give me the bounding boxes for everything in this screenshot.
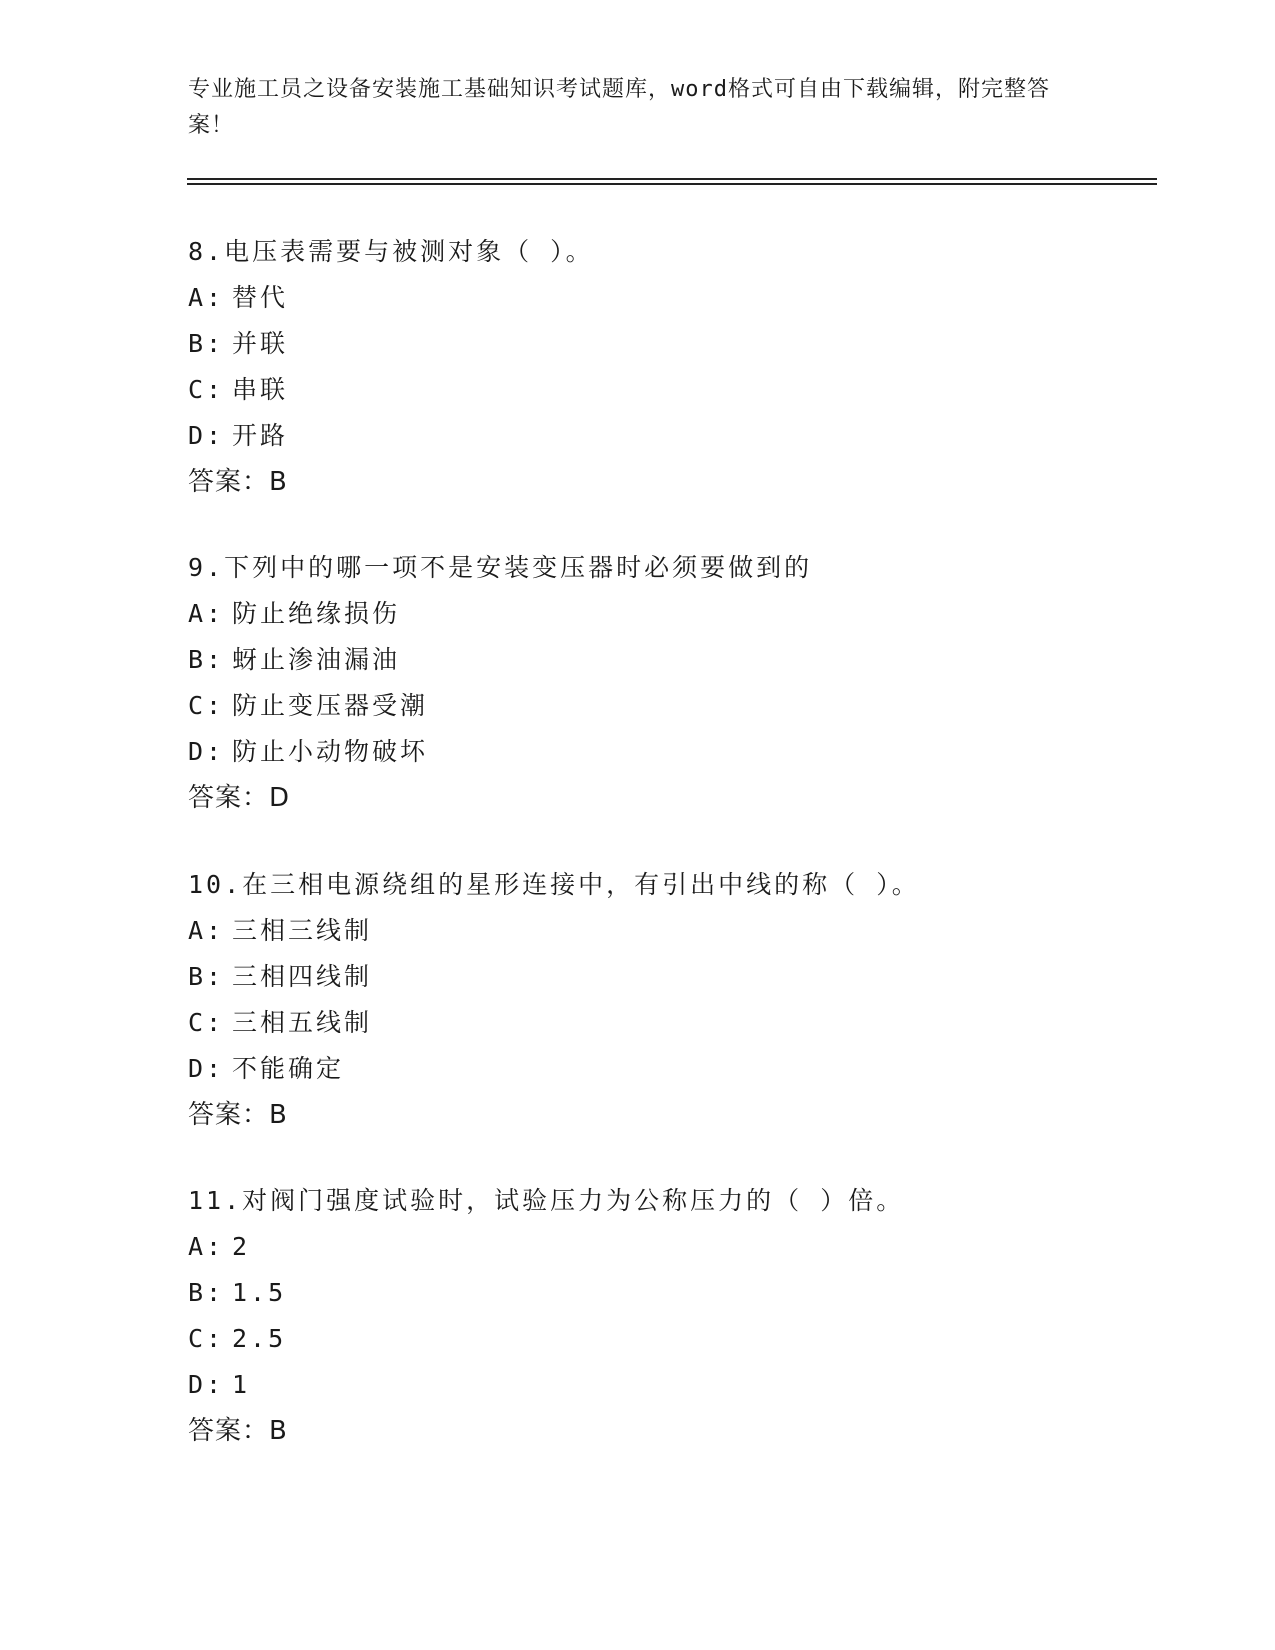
question-stem: 10.在三相电源绕组的星形连接中，有引出中线的称（ ）。 <box>188 870 920 899</box>
header-divider-top <box>187 178 1157 180</box>
question-stem: 8.电压表需要与被测对象（ ）。 <box>188 237 594 266</box>
header-title: 专业施工员之设备安装施工基础知识考试题库，word格式可自由下载编辑，附完整答案！ <box>188 77 1050 138</box>
option-text: 替代 <box>232 283 289 312</box>
option-text: 不能确定 <box>232 1054 345 1083</box>
option-letter: A: <box>188 599 225 628</box>
option-text: 防止小动物破坏 <box>232 737 429 766</box>
option-c <box>188 1000 1168 1046</box>
option-text: 1 <box>232 1370 251 1399</box>
option-text: 开路 <box>232 421 289 450</box>
option-letter: B: <box>188 329 225 358</box>
option-text: 三相四线制 <box>232 962 373 991</box>
option-d <box>188 1362 1168 1408</box>
question-9 <box>188 545 1168 821</box>
option-a <box>188 908 1168 954</box>
question-stem: 9.下列中的哪一项不是安装变压器时必须要做到的 <box>188 553 813 582</box>
answer-line: 答案：B <box>188 467 288 497</box>
option-c <box>188 367 1168 413</box>
option-letter: C: <box>188 691 225 720</box>
question-10 <box>188 862 1168 1138</box>
option-text: 防止绝缘损伤 <box>232 599 401 628</box>
option-letter: D: <box>188 737 225 766</box>
option-letter: B: <box>188 962 225 991</box>
option-letter: D: <box>188 1370 225 1399</box>
option-text: 蚜止渗油漏油 <box>232 645 401 674</box>
option-letter: C: <box>188 375 225 404</box>
option-c <box>188 683 1168 729</box>
option-d <box>188 413 1168 459</box>
option-letter: D: <box>188 421 225 450</box>
question-8 <box>188 229 1168 505</box>
option-a <box>188 1224 1168 1270</box>
option-d <box>188 729 1168 775</box>
option-text: 三相三线制 <box>232 916 373 945</box>
answer-line: 答案：B <box>188 1100 288 1130</box>
option-letter: A: <box>188 916 225 945</box>
document-header <box>188 72 1068 144</box>
option-text: 三相五线制 <box>232 1008 373 1037</box>
question-11 <box>188 1178 1168 1454</box>
option-d <box>188 1046 1168 1092</box>
option-letter: B: <box>188 645 225 674</box>
option-a <box>188 275 1168 321</box>
option-b <box>188 1270 1168 1316</box>
option-text: 2.5 <box>232 1324 287 1353</box>
option-letter: D: <box>188 1054 225 1083</box>
option-letter: A: <box>188 283 225 312</box>
answer-line: 答案：B <box>188 1416 288 1446</box>
option-letter: C: <box>188 1008 225 1037</box>
option-text: 串联 <box>232 375 289 404</box>
question-stem: 11.对阀门强度试验时，试验压力为公称压力的（ ）倍。 <box>188 1186 905 1215</box>
option-text: 2 <box>232 1232 251 1261</box>
option-text: 并联 <box>232 329 289 358</box>
option-letter: B: <box>188 1278 225 1307</box>
answer-line: 答案：D <box>188 783 291 813</box>
option-letter: C: <box>188 1324 225 1353</box>
option-text: 防止变压器受潮 <box>232 691 429 720</box>
option-letter: A: <box>188 1232 225 1261</box>
option-a <box>188 591 1168 637</box>
option-text: 1.5 <box>232 1278 287 1307</box>
option-b <box>188 321 1168 367</box>
option-b <box>188 637 1168 683</box>
header-divider-bottom <box>187 183 1157 185</box>
option-b <box>188 954 1168 1000</box>
option-c <box>188 1316 1168 1362</box>
